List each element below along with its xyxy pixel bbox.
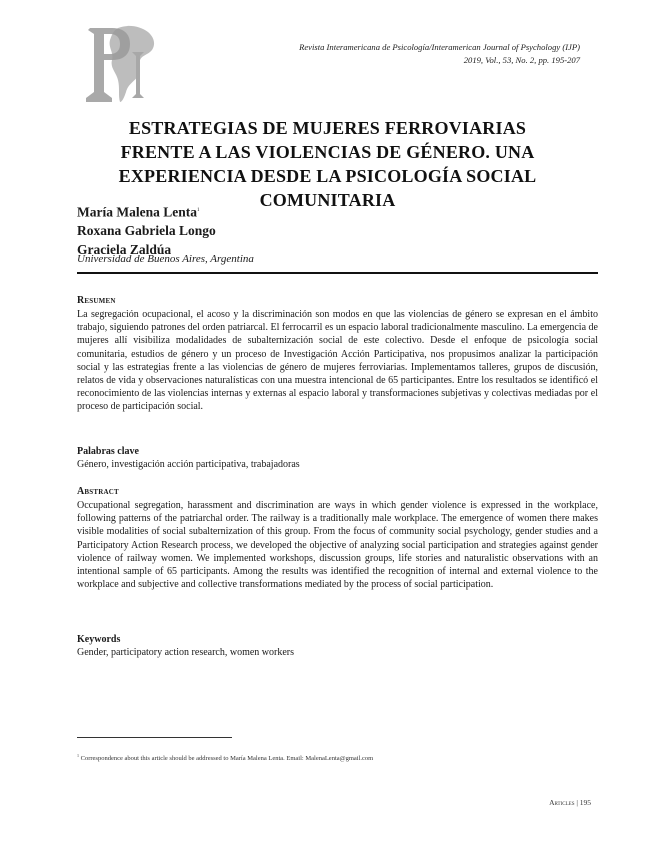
resumen-heading: Resumen (77, 295, 116, 306)
resumen-text: La segregación ocupacional, el acoso y la discriminación son modos en que las violencias de género se expresan en el ámbito trabajo, siguiendo patrones del orden patriarcal. El ferrocarril es un espacio laboral tradicionalmente masculino. La emergencia de mujeres allí visibiliza modalidades de subalternización social de este colectivo. Desde el enfoque de psicología social comunitaria, estudios de género y un proceso de Investigación Acción Participativa, nos propusimos analizar la participación social y las estrategias frente a las violencias de género de mujeres ferroviarias. Implementamos talleres, grupos de discusión, relatos de vida y observaciones naturalísticas con una muestra intencional de 65 participantes. Entre los resultados se identificó el reconocimiento de las violencias internas y externas al espacio laboral y transformaciones subjetivas y colectivas mediadas por el proceso de participación social. (77, 309, 598, 413)
author-list (77, 202, 216, 259)
author-name: Roxana Gabriela Longo (77, 223, 216, 239)
journal-volume-pages: 2019, Vol., 53, No. 2, pp. 195-207 (463, 54, 580, 65)
abstract-heading: Abstract (77, 486, 119, 497)
keywords-heading: Keywords (77, 634, 121, 645)
author-name: María Malena Lenta$^1$ (77, 204, 200, 220)
article-title: ESTRATEGIAS DE MUJERES FERROVIARIAS FRENTE A LAS VIOLENCIAS DE GÉNERO. UNA EXPERIENCIA DESDE LA PSICOLOGÍA SOCIAL COMUNITARIA (118, 118, 537, 210)
abstract-text: Occupational segregation, harassment and discrimination are ways in which gender violence is expressed in the workplace, following patterns of the patriarchal order. The railway is a traditionally male workplace. The emergence of women there makes visible modalities of social subalternization of this group. From the focus of community social psychology, gender studies and a Participatory Action Research process, we developed the objective of analyzing social participation and strategies against gender violence of railway women. We implemented workshops, discussion groups, life stories and naturalistic observations with an intentional sample of 65 participants. Among the results was identified the recognition of internal and external violence to the workplace and subjective and collective transformations mediated by the process of social participation. (77, 500, 598, 591)
correspondence-footnote: $^1$ Correspondence about this article should be addressed to María Malena Lenta. Email: MalenaLenta@gmail.com (77, 753, 374, 763)
map-silhouette (110, 26, 154, 102)
palabras-clave-heading: Palabras clave (77, 446, 139, 457)
journal-name: Revista Interamericana de Psicología/Interamerican Journal of Psychology (IJP) (299, 42, 580, 52)
page-number: Articles | 195 (549, 798, 591, 807)
footnote-divider (77, 737, 232, 738)
author-affiliation: Universidad de Buenos Aires, Argentina (77, 253, 254, 265)
keywords-text: Gender, participatory action research, women workers (77, 647, 295, 658)
journal-logo (82, 22, 160, 104)
footnote-mark: 1 (196, 208, 200, 213)
palabras-clave-text: Género, investigación acción participativa, trabajadoras (77, 459, 300, 470)
footnote-mark: 1 (77, 753, 79, 758)
author-name: Graciela Zaldúa (77, 241, 172, 257)
journal-citation (220, 41, 580, 66)
header-divider (77, 272, 598, 274)
